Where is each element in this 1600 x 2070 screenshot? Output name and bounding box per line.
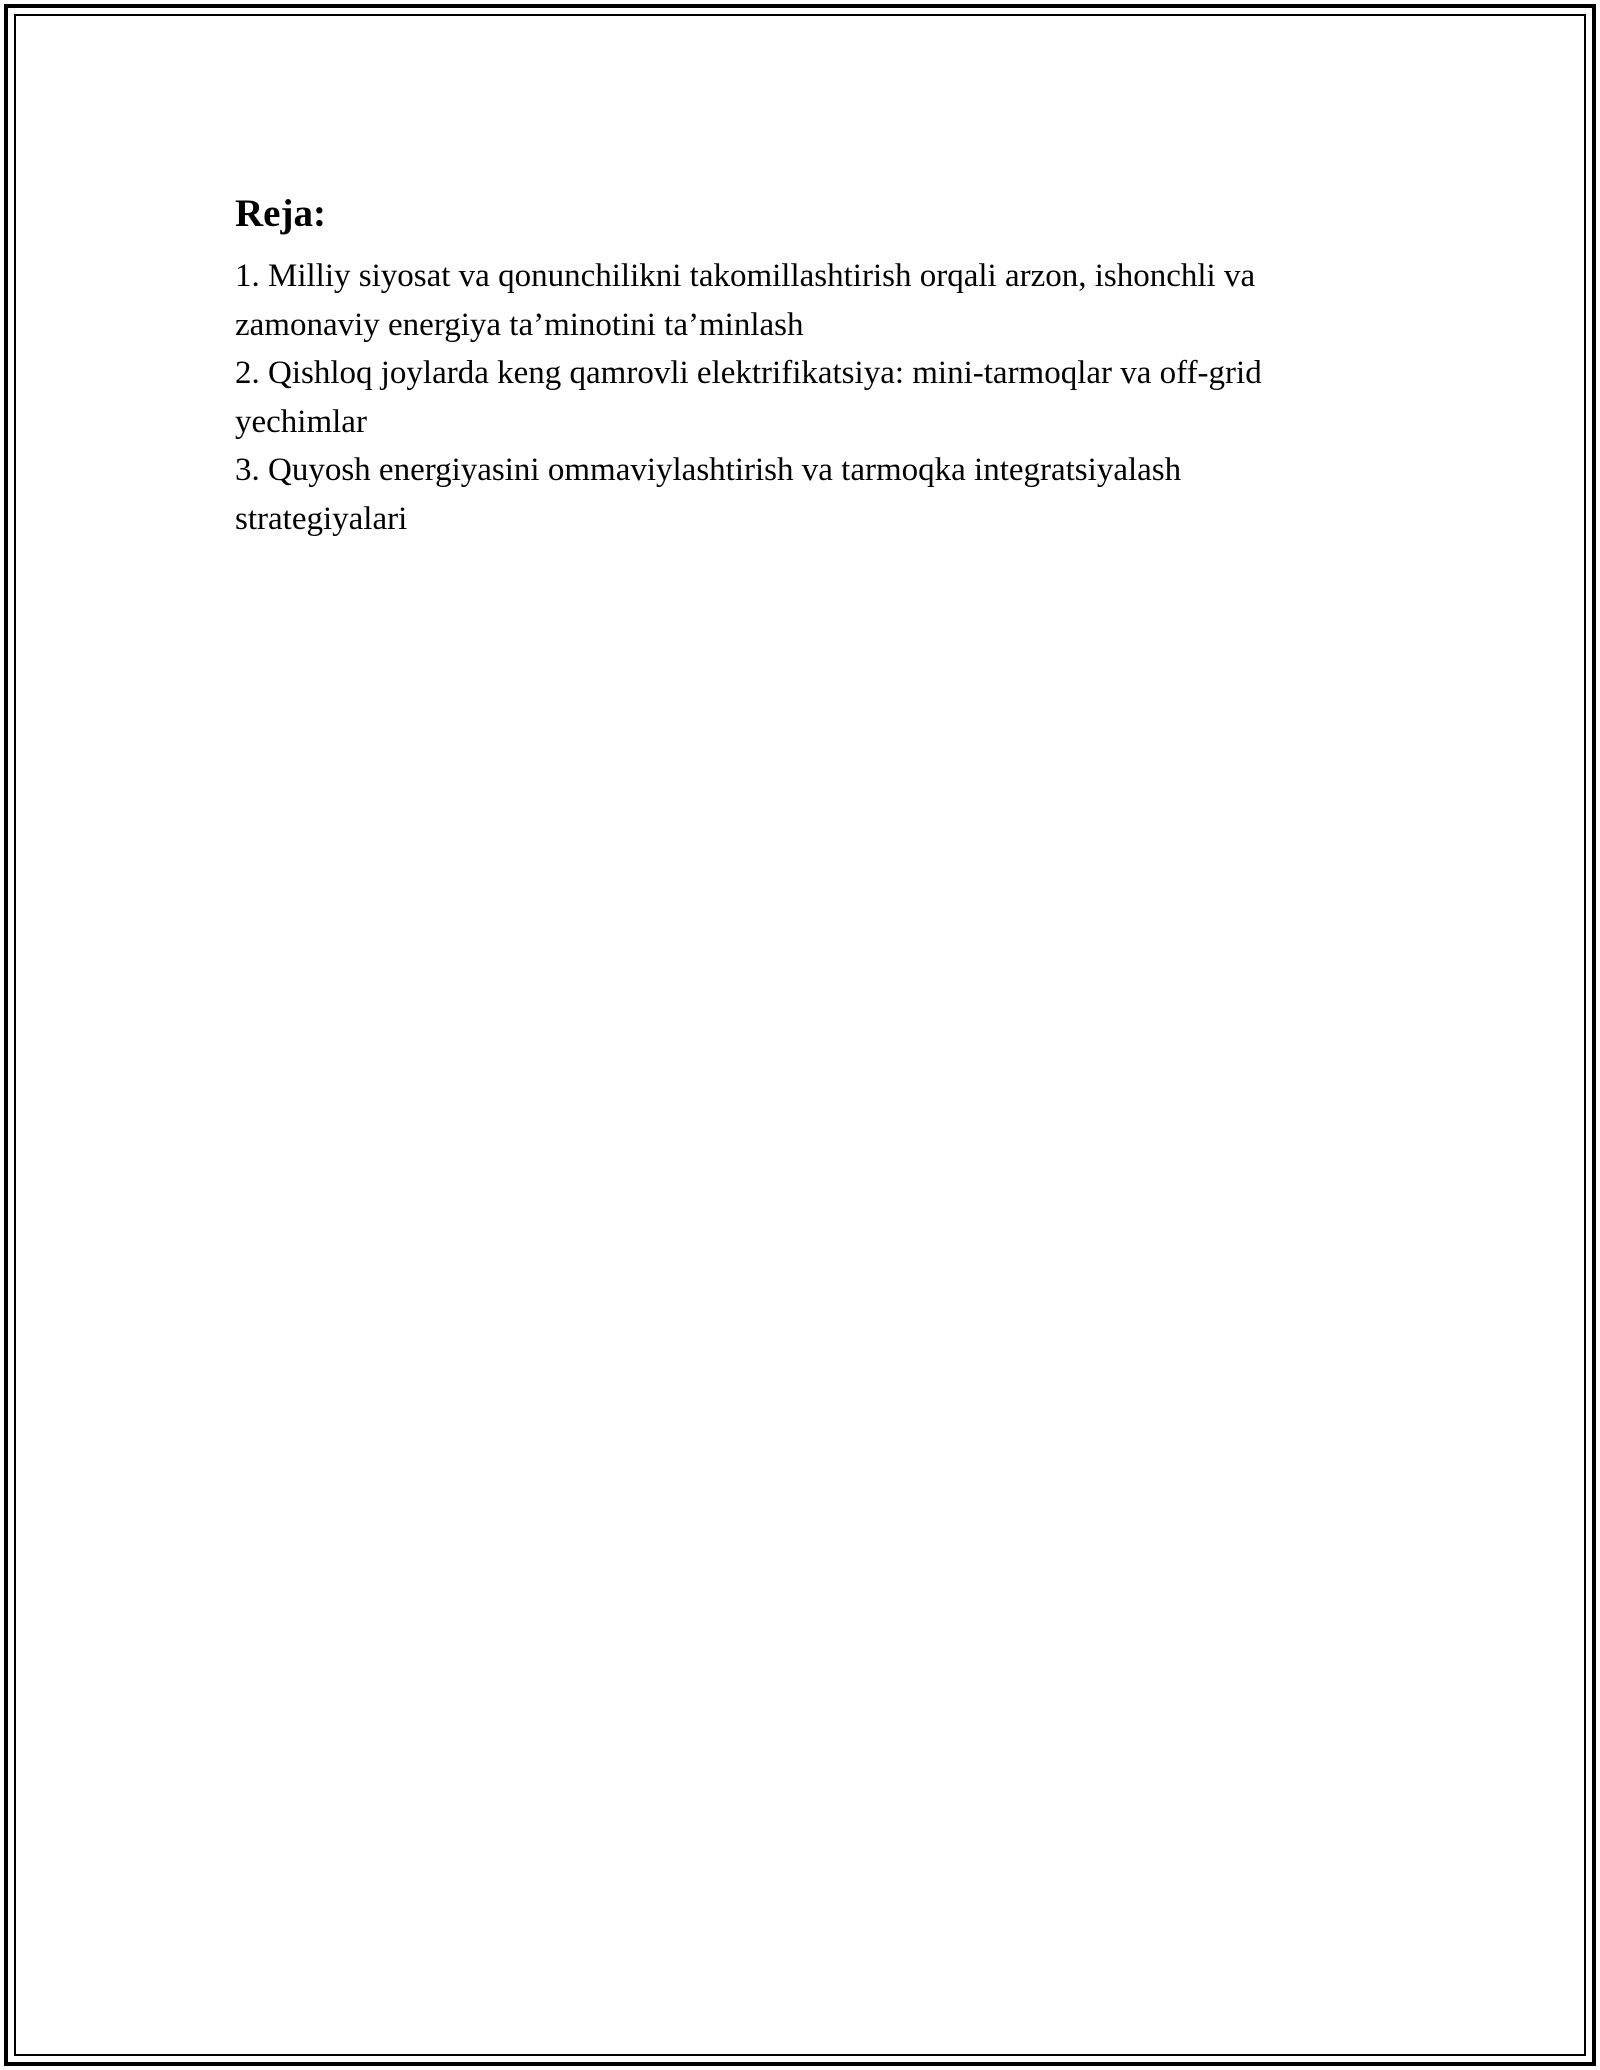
plan-title: Reja: bbox=[235, 192, 326, 235]
plan-item-2: 2. Qishloq joylarda keng qamrovli elektrifikatsiya: mini-tarmoqlar va off-grid yechimlar bbox=[235, 355, 1262, 440]
plan-list bbox=[235, 252, 1355, 543]
plan-item-1: 1. Milliy siyosat va qonunchilikni takomillashtirish orqali arzon, ishonchli va zamonaviy energiya ta’minotini ta’minlash bbox=[235, 258, 1256, 343]
page-content bbox=[235, 186, 1355, 543]
plan-item-3: 3. Quyosh energiyasini ommaviylashtirish va tarmoqka integratsiyalash strategiyalari bbox=[235, 452, 1182, 537]
